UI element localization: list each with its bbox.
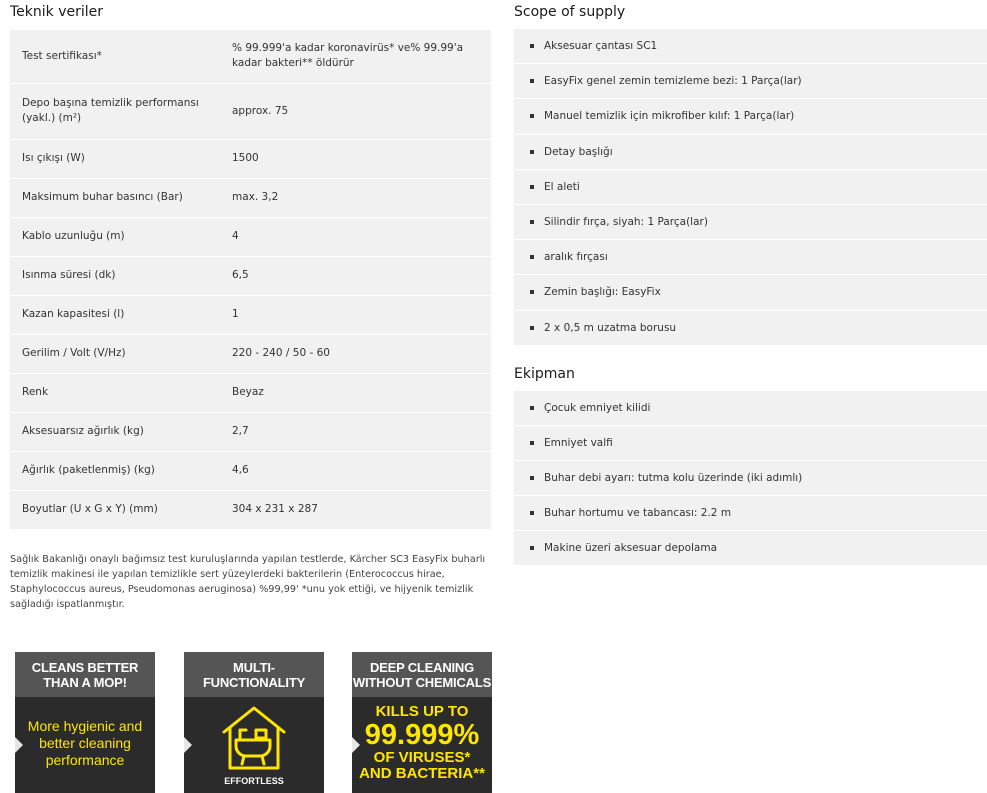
spec-row — [10, 373, 491, 412]
spec-row — [10, 30, 491, 83]
tile-heading-line: CLEANS BETTER — [31, 659, 139, 675]
bullet-icon — [530, 44, 534, 48]
bullet-icon — [530, 511, 534, 515]
tile-heading-line: THAN A MOP! — [43, 674, 127, 690]
technical-data-title: Teknik veriler — [10, 4, 104, 20]
list-item-label: El aleti — [544, 180, 580, 193]
list-item-label: Detay başlığı — [544, 145, 613, 158]
certification-note: Sağlık Bakanlığı onaylı bağımsız test kuruluşlarında yapılan testlerde, Kärcher SC3 EasyFix buharlı temizlik makinesi ile yapılan temizlikle sert yüzeylerdeki bakterilerin (Enterococcus hirae, Staphylococcus aureus, Pseudomonas aeruginosa) %99,99' *unu yok ettiği, ve hijyenik temizlik sağladığı ispatlanmıştır. — [10, 554, 486, 610]
spec-row — [10, 334, 491, 373]
list-item — [514, 275, 987, 310]
spec-value: 4,6 — [228, 451, 491, 490]
spec-label: Isı çıkışı (W) — [10, 139, 228, 178]
spec-row — [10, 139, 491, 178]
bullet-icon — [530, 220, 534, 224]
bullet-icon — [530, 476, 534, 480]
spec-label: Kablo uzunluğu (m) — [10, 217, 228, 256]
equipment-list — [514, 391, 987, 566]
bullet-icon — [530, 255, 534, 259]
spec-row — [10, 256, 491, 295]
list-item-label: Silindir fırça, siyah: 1 Parça(lar) — [544, 216, 708, 229]
spec-value: 1500 — [228, 139, 491, 178]
bullet-icon — [530, 406, 534, 410]
tile-heading-line: FUNCTIONALITY — [202, 674, 306, 690]
spec-row — [10, 412, 491, 451]
list-item-label: Emniyet valfi — [544, 437, 613, 449]
spec-row — [10, 295, 491, 334]
spec-row — [10, 178, 491, 217]
bullet-icon — [530, 114, 534, 118]
list-item — [514, 496, 987, 531]
spec-value: 6,5 — [228, 256, 491, 295]
spec-value: Beyaz — [228, 373, 491, 412]
list-item — [514, 531, 987, 566]
tile-heading — [15, 652, 155, 697]
list-item-label: Buhar hortumu ve tabancası: 2.2 m — [544, 507, 732, 519]
list-item — [514, 135, 987, 170]
tile-heading-line: WITHOUT CHEMICALS — [352, 674, 492, 690]
bullet-icon — [530, 150, 534, 154]
spec-value: % 99.999'a kadar koronavirüs* ve% 99.99'a kadar bakteri** öldürür — [228, 30, 491, 83]
list-item — [514, 240, 987, 275]
list-item-label: Manuel temizlik için mikrofiber kılıf: 1 Parça(lar) — [544, 110, 795, 123]
list-item — [514, 170, 987, 205]
list-item-label: Buhar debi ayarı: tutma kolu üzerinde (iki adımlı) — [544, 472, 803, 484]
tile-body-line: performance — [45, 752, 125, 768]
list-item-label: EasyFix genel zemin temizleme bezi: 1 Parça(lar) — [544, 75, 802, 88]
equipment-title: Ekipman — [514, 366, 575, 382]
spec-label: Gerilim / Volt (V/Hz) — [10, 334, 228, 373]
tile-heading-line: MULTI- — [233, 659, 275, 675]
spec-label: Kazan kapasitesi (l) — [10, 295, 228, 334]
list-item — [514, 426, 987, 461]
tile-heading — [352, 652, 492, 697]
spec-label: Maksimum buhar basıncı (Bar) — [10, 178, 228, 217]
feature-tile-deep-cleaning[interactable] — [352, 652, 492, 793]
spec-label: Boyutlar (U x G x Y) (mm) — [10, 490, 228, 529]
feature-tile-cleans-better[interactable] — [15, 652, 155, 793]
list-item — [514, 311, 987, 346]
tile-body-line: More hygienic and — [27, 718, 143, 734]
tile-body-text — [15, 718, 155, 769]
bullet-icon — [530, 546, 534, 550]
list-item — [514, 99, 987, 134]
spec-row — [10, 490, 491, 529]
tile-body-line: better cleaning — [39, 735, 131, 751]
feature-tile-multifunctionality[interactable] — [184, 652, 324, 793]
scope-of-supply-list — [514, 29, 987, 346]
list-item-label: Makine üzeri aksesuar depolama — [544, 542, 718, 554]
bullet-icon — [530, 290, 534, 294]
spec-label: Isınma süresi (dk) — [10, 256, 228, 295]
spec-label: Ağırlık (paketlenmiş) (kg) — [10, 451, 228, 490]
spec-label: Depo başına temizlik performansı (yakl.) (m²) — [10, 83, 228, 139]
spec-label: Test sertifikası* — [10, 30, 228, 83]
list-item-label: Zemin başlığı: EasyFix — [544, 286, 661, 299]
tile-body-line: OF VIRUSES* — [373, 749, 471, 766]
spec-row — [10, 83, 491, 139]
spec-value: 220 - 240 / 50 - 60 — [228, 334, 491, 373]
tile-arrow-notch — [184, 736, 192, 754]
spec-label: Aksesuarsız ağırlık (kg) — [10, 412, 228, 451]
list-item — [514, 391, 987, 426]
list-item-label: aralık fırçası — [544, 251, 608, 264]
spec-value: approx. 75 — [228, 83, 491, 139]
spec-value: 304 x 231 x 287 — [228, 490, 491, 529]
bullet-icon — [530, 79, 534, 83]
tile-footer-label: EFFORTLESS — [224, 776, 284, 786]
spec-value: 1 — [228, 295, 491, 334]
spec-value: 4 — [228, 217, 491, 256]
tile-body-line: KILLS UP TO — [375, 703, 469, 720]
list-item — [514, 205, 987, 240]
house-bathroom-icon — [218, 702, 290, 774]
scope-of-supply-title: Scope of supply — [514, 4, 626, 20]
tile-body-line: 99.999% — [364, 719, 480, 751]
tile-body-line: AND BACTERIA** — [359, 765, 485, 782]
list-item-label: Aksesuar çantası SC1 — [544, 40, 658, 53]
tile-body-text — [352, 704, 492, 782]
bullet-icon — [530, 441, 534, 445]
technical-data-table — [10, 30, 491, 530]
list-item-label: 2 x 0,5 m uzatma borusu — [544, 321, 677, 334]
list-item — [514, 461, 987, 496]
tile-heading-line: DEEP CLEANING — [369, 659, 475, 675]
bullet-icon — [530, 185, 534, 189]
bullet-icon — [530, 326, 534, 330]
list-item — [514, 29, 987, 64]
spec-value: max. 3,2 — [228, 178, 491, 217]
tile-heading — [184, 652, 324, 697]
spec-label: Renk — [10, 373, 228, 412]
list-item — [514, 64, 987, 99]
spec-row — [10, 451, 491, 490]
spec-value: 2,7 — [228, 412, 491, 451]
spec-row — [10, 217, 491, 256]
list-item-label: Çocuk emniyet kilidi — [544, 402, 651, 414]
